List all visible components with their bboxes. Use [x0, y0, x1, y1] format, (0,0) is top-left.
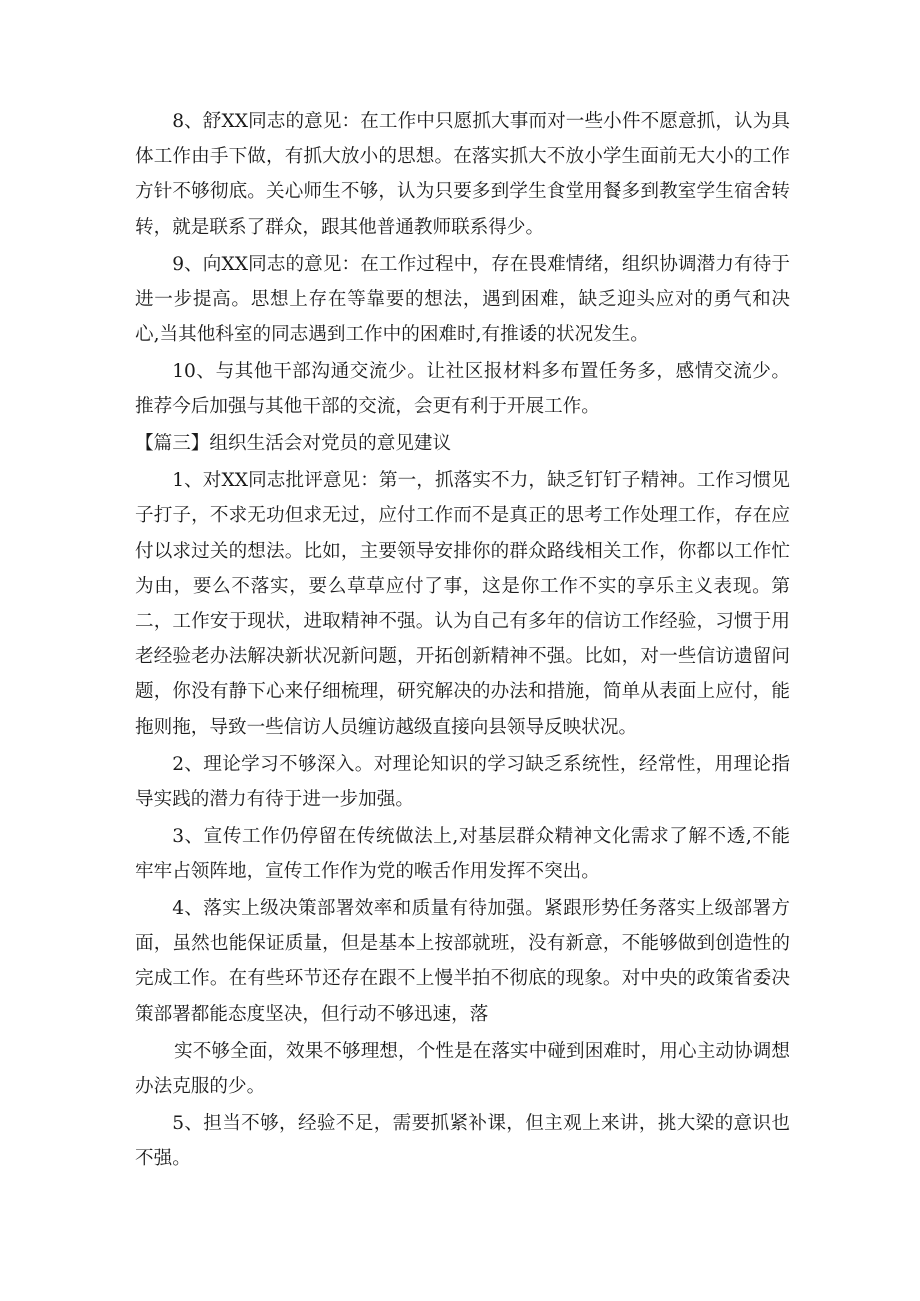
- paragraph-3: 3、宣传工作仍停留在传统做法上,对基层群众精神文化需求了解不透,不能牢牢占领阵地，宣传工作作为党的喉舌作用发挥不突出。: [135, 825, 790, 883]
- paragraph-1: 1、对XX同志批评意见：第一，抓落实不力，缺乏钉钉子精神。工作习惯见子打子，不求无功但求无过，应付工作而不是真正的思考工作处理工作，存在应付以求过关的想法。比如，主要领导安排你的群众路线相关工作，你都以工作忙为由，要么不落实，要么草草应付了事，这是你工作不实的享乐主义表现。第二，工作安于现状，进取精神不强。认为自己有多年的信访工作经验，习惯于用老经验老办法解决新状况新问题，开拓创新精神不强。比如，对一些信访遗留问题，你没有静下心来仔细梳理，研究解决的办法和措施，简单从表面上应付，能拖则拖，导致一些信访人员缠访越级直接向县领导反映状况。: [135, 470, 790, 738]
- paragraph-2: 2、理论学习不够深入。对理论知识的学习缺乏系统性，经常性，用理论指导实践的潜力有待于进一步加强。: [135, 753, 790, 810]
- paragraph-4-continued: 实不够全面，效果不够理想，个性是在落实中碰到困难时，用心主动协调想办法克服的少。: [135, 1040, 790, 1097]
- paragraph-9: 9、向XX同志的意见：在工作过程中，存在畏难情绪，组织协调潜力有待于进一步提高。思想上存在等靠要的想法，遇到困难，缺乏迎头应对的勇气和决心,当其他科室的同志遇到工作中的困难时,有推诿的状况发生。: [135, 253, 790, 346]
- paragraph-8: 8、舒XX同志的意见：在工作中只愿抓大事而对一些小件不愿意抓，认为具体工作由手下做，有抓大放小的思想。在落实抓大不放小学生面前无大小的工作方针不够彻底。关心师生不够，认为只要多到学生食堂用餐多到教室学生宿舍转转，就是联系了群众，跟其他普通教师联系得少。: [135, 111, 790, 238]
- document-page: [135, 104, 790, 1178]
- paragraph-5: 5、担当不够，经验不足，需要抓紧补课，但主观上来讲，挑大梁的意识也不强。: [135, 1112, 790, 1170]
- section-heading: 【篇三】组织生活会对党员的意见建议: [135, 433, 452, 455]
- paragraph-4: 4、落实上级决策部署效率和质量有待加强。紧跟形势任务落实上级部署方面，虽然也能保证质量，但是基本上按部就班，没有新意，不能够做到创造性的完成工作。在有些环节还存在跟不上慢半拍不彻底的现象。对中央的政策省委决策部署都能态度坚决，但行动不够迅速，落: [135, 898, 790, 1025]
- paragraph-10: 10、与其他干部沟通交流少。让社区报材料多布置任务多，感情交流少。推荐今后加强与其他干部的交流，会更有利于开展工作。: [135, 361, 790, 418]
